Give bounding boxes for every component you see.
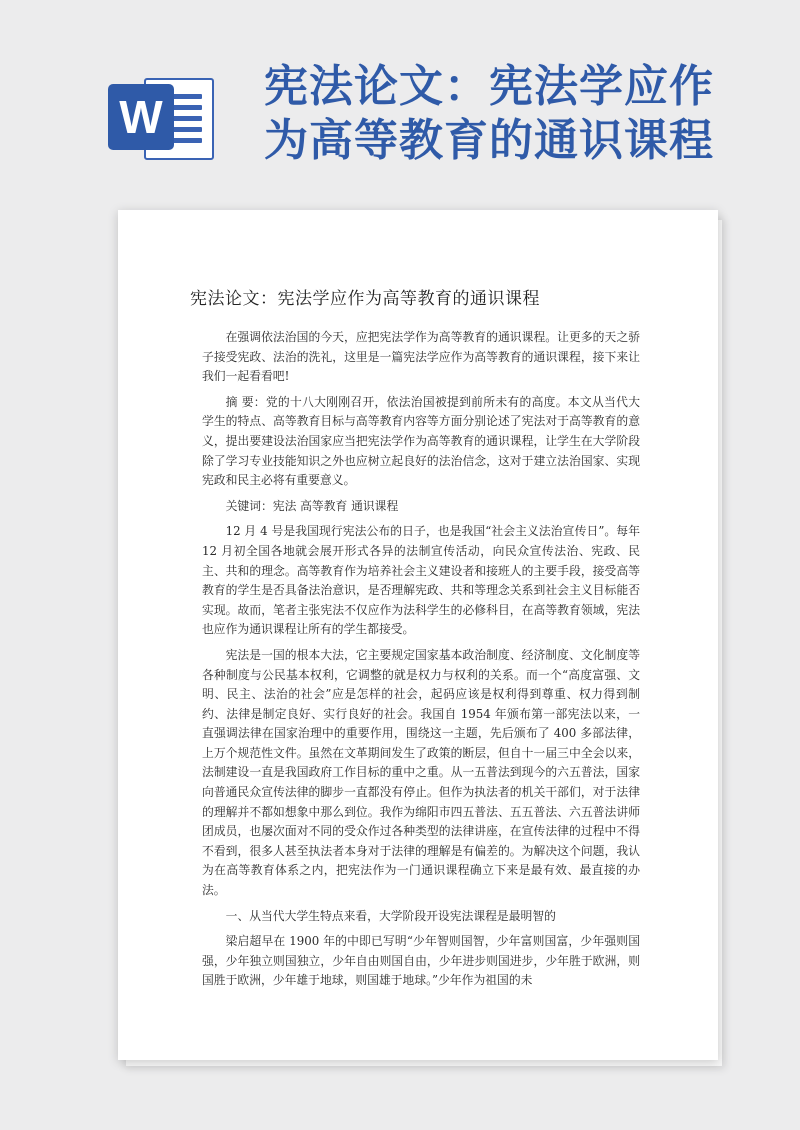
paragraph-keywords: 关键词：宪法 高等教育 通识课程	[225, 498, 399, 513]
paragraph-intro: 在强调依法治国的今天，应把宪法学作为高等教育的通识课程。让更多的天之骄子接受宪政、法治的洗礼，这里是一篇宪法学应作为高等教育的通识课程，接下来让我们一起看看吧!	[202, 330, 640, 384]
document-body	[202, 328, 640, 997]
banner	[0, 0, 800, 200]
paragraph: 梁启超早在 1900 年的中即已写明“少年智则国智，少年富则国富，少年强则国强，少年独立则国独立，少年自由则国自由，少年进步则国进步，少年胜于欧洲，则国胜于欧洲，少年雄于地球，则国雄于地球。”少年作为祖国的未	[202, 934, 640, 988]
paragraph-abstract: 摘 要：党的十八大刚刚召开，依法治国被提到前所未有的高度。本文从当代大学生的特点、高等教育目标与高等教育内容等方面分别论述了宪法对于高等教育的意义，提出要建设法治国家应当把宪法学作为高等教育的通识课程，让学生在大学阶段除了学习专业技能知识之外也应树立起良好的法治信念，这对于建立法治国家、实现宪政和民主必将有重要意义。	[202, 394, 640, 488]
document-page	[118, 210, 718, 1060]
paragraph: 宪法是一国的根本大法，它主要规定国家基本政治制度、经济制度、文化制度等各种制度与公民基本权利，它调整的就是权力与权利的关系。而一个“高度富强、文明、民主、法治的社会”应是怎样的社会，起码应该是权利得到尊重、权力得到制约、法律是制定良好、实行良好的社会。我国自 1954 年颁布第一部宪法以来，一直强调法律在国家治理中的重要作用，围绕这一主题，先后颁布了 400 多部法律，上万个规范性文件。虽然在文革期间发生了政策的断层，但自十一届三中全会以来，法制建设一直是我国政府工作目标的重中之重。从一五普法到现今的六五普法，国家向普通民众宣传法律的脚步一直都没有停止。但作为执法者的机关干部们，对于法律的理解并不都如想象中那么到位。我作为绵阳市四五普法、五五普法、六五普法讲师团成员，也屡次面对不同的受众作过各种类型的法律讲座，在宣传法律的过程中不得不看到，很多人甚至执法者本身对于法律的理解是有偏差的。为解决这个问题，我认为在高等教育体系之内，把宪法作为一门通识课程确立下来是最有效、最直接的办法。	[202, 647, 640, 898]
section-heading: 一、从当代大学生特点来看，大学阶段开设宪法课程是最明智的	[225, 908, 556, 923]
word-icon	[108, 72, 218, 162]
word-icon-letter: W	[108, 84, 174, 150]
paragraph: 12 月 4 号是我国现行宪法公布的日子，也是我国“社会主义法治宣传日”。每年 12 月初全国各地就会展开形式各异的法制宣传活动，向民众宣传法治、宪政、民主、共和的理念。高等教育作为培养社会主义建设者和接班人的主要手段，接受高等教育的学生是否具备法治意识，是否理解宪政、共和等理念关系到社会主义目标能否实现。故而，笔者主张宪法不仅应作为法科学生的必修科目，在高等教育领域，宪法也应作为通识课程让所有的学生都接受。	[202, 524, 640, 637]
document-title: 宪法论文：宪法学应作为高等教育的通识课程	[190, 289, 540, 309]
banner-title: 宪法论文：宪法学应作为高等教育的通识课程	[264, 61, 714, 166]
